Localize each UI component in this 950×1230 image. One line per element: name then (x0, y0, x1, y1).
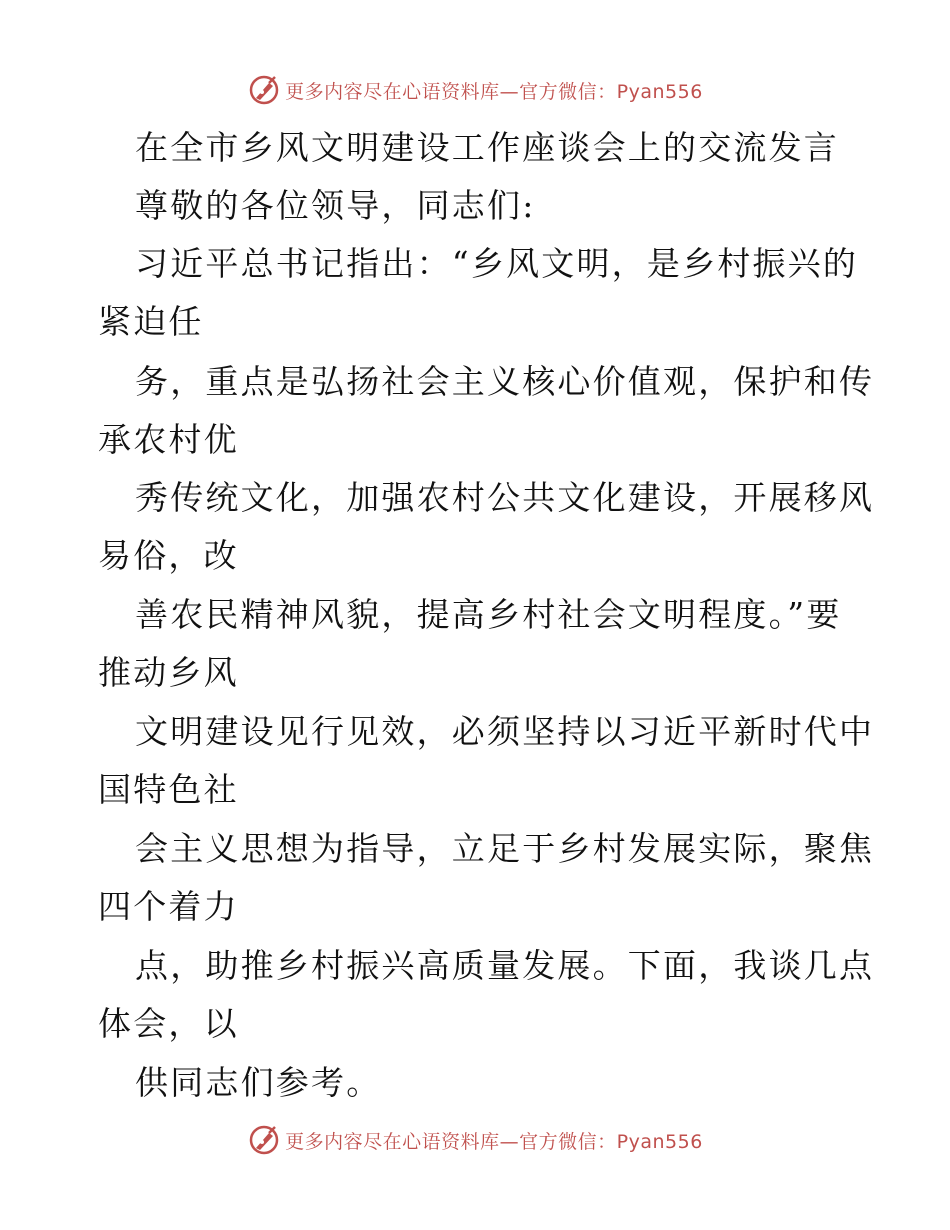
text-line: 秀传统文化，加强农村公共文化建设，开展移风 (135, 478, 875, 517)
salutation: 尊敬的各位领导，同志们: (135, 186, 536, 225)
footer-banner-text: 更多内容尽在心语资料库—官方微信：Pyan556 (285, 1130, 703, 1153)
text-line: 承农村优 (98, 420, 239, 459)
text-line: 紧迫任 (98, 302, 204, 341)
text-line: 文明建设见行见效，必须坚持以习近平新时代中 (135, 712, 875, 751)
text-line: 善农民精神风貌，提高乡村社会文明程度。”要 (135, 595, 842, 634)
text-line: 习近平总书记指出：“乡风文明，是乡村振兴的 (135, 244, 859, 283)
text-line: 会主义思想为指导，立足于乡村发展实际，聚焦 (135, 829, 875, 868)
text-line: 易俗，改 (98, 536, 239, 575)
pen-seal-icon (247, 1123, 281, 1157)
text-line: 务，重点是弘扬社会主义核心价值观，保护和传 (135, 362, 875, 401)
document-title: 在全市乡风文明建设工作座谈会上的交流发言 (135, 128, 839, 167)
text-line: 四个着力 (98, 887, 239, 926)
text-line: 供同志们参考。 (135, 1063, 382, 1102)
text-line: 推动乡风 (98, 653, 239, 692)
header-banner-text: 更多内容尽在心语资料库—官方微信：Pyan556 (285, 80, 703, 103)
text-line: 点，助推乡村振兴高质量发展。下面，我谈几点 (135, 946, 875, 985)
text-line: 国特色社 (98, 770, 239, 809)
text-line: 体会，以 (98, 1004, 239, 1043)
footer-banner (0, 1120, 950, 1160)
